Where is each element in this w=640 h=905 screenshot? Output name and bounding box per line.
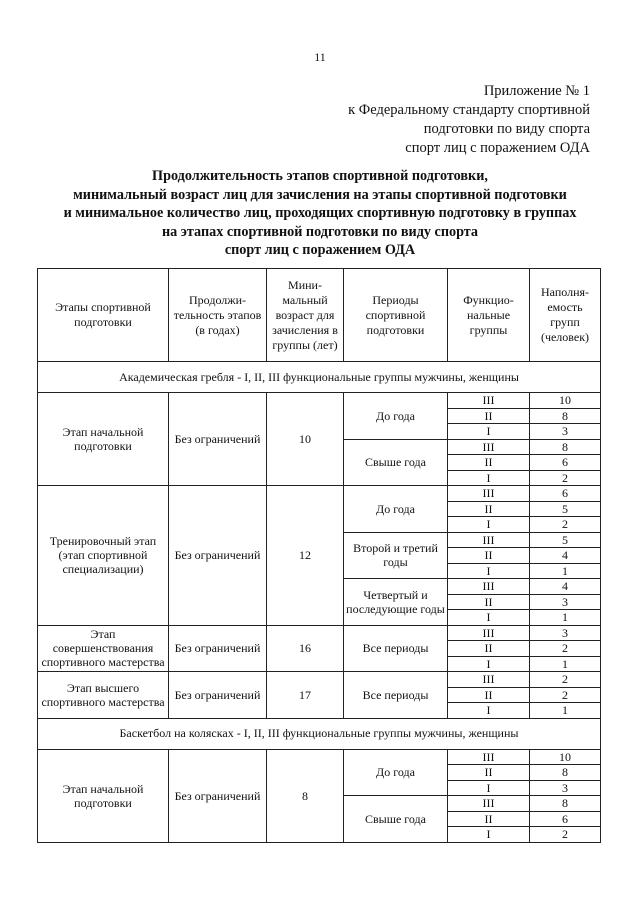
stage-name: Этап начальной подготовки: [38, 749, 169, 842]
functional-group: III: [448, 749, 530, 765]
section-row: [38, 362, 601, 393]
table-body: [38, 362, 601, 843]
appendix-line: подготовки по виду спорта: [423, 121, 590, 137]
functional-group: I: [448, 563, 530, 579]
stage-name: Этап высшего спортивного мастерства: [38, 672, 169, 719]
group-size: 8: [530, 765, 601, 781]
header-stage: Этапы спортивной подготовки: [38, 269, 169, 362]
header-periods: Периоды спортивной подготовки: [344, 269, 448, 362]
period-name: Второй и третий годы: [344, 532, 448, 579]
stage-duration: Без ограничений: [169, 672, 267, 719]
stage-min-age: 8: [267, 749, 344, 842]
functional-group: I: [448, 703, 530, 719]
group-size: 1: [530, 610, 601, 626]
functional-group: I: [448, 610, 530, 626]
group-size: 2: [530, 517, 601, 533]
functional-group: III: [448, 439, 530, 455]
section-title: Баскетбол на колясках - I, II, III функциональные группы мужчины, женщины: [38, 718, 601, 749]
table-row: [38, 393, 601, 409]
group-size: 3: [530, 424, 601, 440]
functional-group: III: [448, 796, 530, 812]
group-size: 8: [530, 408, 601, 424]
functional-group: III: [448, 393, 530, 409]
functional-group: II: [448, 408, 530, 424]
title-line: Продолжительность этапов спортивной подготовки,: [152, 168, 488, 184]
section-row: [38, 718, 601, 749]
section-title: Академическая гребля - I, II, III функциональные группы мужчины, женщины: [38, 362, 601, 393]
functional-group: II: [448, 641, 530, 657]
group-size: 3: [530, 780, 601, 796]
header-duration: Продолжи-тельность этапов (в годах): [169, 269, 267, 362]
group-size: 6: [530, 486, 601, 502]
functional-group: III: [448, 625, 530, 641]
sport-stages-table: [37, 268, 601, 843]
stage-name: Этап совершенствования спортивного мастерства: [38, 625, 169, 672]
functional-group: III: [448, 486, 530, 502]
title-line: спорт лиц с поражением ОДА: [224, 242, 416, 258]
group-size: 2: [530, 687, 601, 703]
group-size: 3: [530, 625, 601, 641]
functional-group: I: [448, 517, 530, 533]
stage-min-age: 16: [267, 625, 344, 672]
stage-min-age: 17: [267, 672, 344, 719]
functional-group: III: [448, 532, 530, 548]
appendix-line: спорт лиц с поражением ОДА: [405, 140, 590, 156]
group-size: 4: [530, 579, 601, 595]
period-name: Свыше года: [344, 796, 448, 843]
functional-group: II: [448, 687, 530, 703]
group-size: 1: [530, 703, 601, 719]
table-row: [38, 486, 601, 502]
functional-group: III: [448, 672, 530, 688]
table-row: [38, 625, 601, 641]
period-name: Все периоды: [344, 672, 448, 719]
group-size: 2: [530, 672, 601, 688]
group-size: 6: [530, 455, 601, 471]
group-size: 5: [530, 501, 601, 517]
group-size: 10: [530, 393, 601, 409]
appendix-line: Приложение № 1: [483, 83, 590, 99]
group-size: 4: [530, 548, 601, 564]
header-occupancy: Наполня-емость групп (человек): [530, 269, 601, 362]
period-name: Четвертый и последующие годы: [344, 579, 448, 626]
stage-duration: Без ограничений: [169, 625, 267, 672]
table-row: [38, 672, 601, 688]
functional-group: I: [448, 656, 530, 672]
functional-group: I: [448, 827, 530, 843]
group-size: 8: [530, 796, 601, 812]
functional-group: II: [448, 501, 530, 517]
title-line: минимальный возраст лиц для зачисления на этапы спортивной подготовки: [73, 186, 567, 203]
page-number: 11: [314, 50, 326, 64]
group-size: 2: [530, 641, 601, 657]
group-size: 3: [530, 594, 601, 610]
functional-group: II: [448, 765, 530, 781]
stage-name: Тренировочный этап (этап спортивной специализации): [38, 486, 169, 626]
functional-group: I: [448, 470, 530, 486]
functional-group: II: [448, 548, 530, 564]
group-size: 2: [530, 827, 601, 843]
stage-duration: Без ограничений: [169, 749, 267, 842]
group-size: 10: [530, 749, 601, 765]
functional-group: I: [448, 424, 530, 440]
appendix-line: к Федеральному стандарту спортивной: [348, 102, 590, 118]
group-size: 1: [530, 656, 601, 672]
period-name: Свыше года: [344, 439, 448, 486]
document-title: [30, 167, 610, 260]
stage-min-age: 10: [267, 393, 344, 486]
group-size: 5: [530, 532, 601, 548]
period-name: До года: [344, 486, 448, 533]
title-line: и минимальное количество лиц, проходящих спортивную подготовку в группах: [63, 205, 577, 221]
stage-name: Этап начальной подготовки: [38, 393, 169, 486]
appendix-block: [348, 82, 590, 158]
stage-duration: Без ограничений: [169, 486, 267, 626]
functional-group: II: [448, 455, 530, 471]
title-line: на этапах спортивной подготовки по виду спорта: [161, 223, 479, 240]
header-functional-groups: Функцио-нальные группы: [448, 269, 530, 362]
table-row: [38, 749, 601, 765]
group-size: 1: [530, 563, 601, 579]
header-min-age: Мини-мальный возраст для зачисления в группы (лет): [267, 269, 344, 362]
period-name: Все периоды: [344, 625, 448, 672]
functional-group: II: [448, 594, 530, 610]
functional-group: III: [448, 579, 530, 595]
group-size: 8: [530, 439, 601, 455]
stage-duration: Без ограничений: [169, 393, 267, 486]
header-row: [38, 269, 601, 362]
period-name: До года: [344, 749, 448, 796]
group-size: 2: [530, 470, 601, 486]
group-size: 6: [530, 811, 601, 827]
stage-min-age: 12: [267, 486, 344, 626]
functional-group: II: [448, 811, 530, 827]
functional-group: I: [448, 780, 530, 796]
period-name: До года: [344, 393, 448, 440]
